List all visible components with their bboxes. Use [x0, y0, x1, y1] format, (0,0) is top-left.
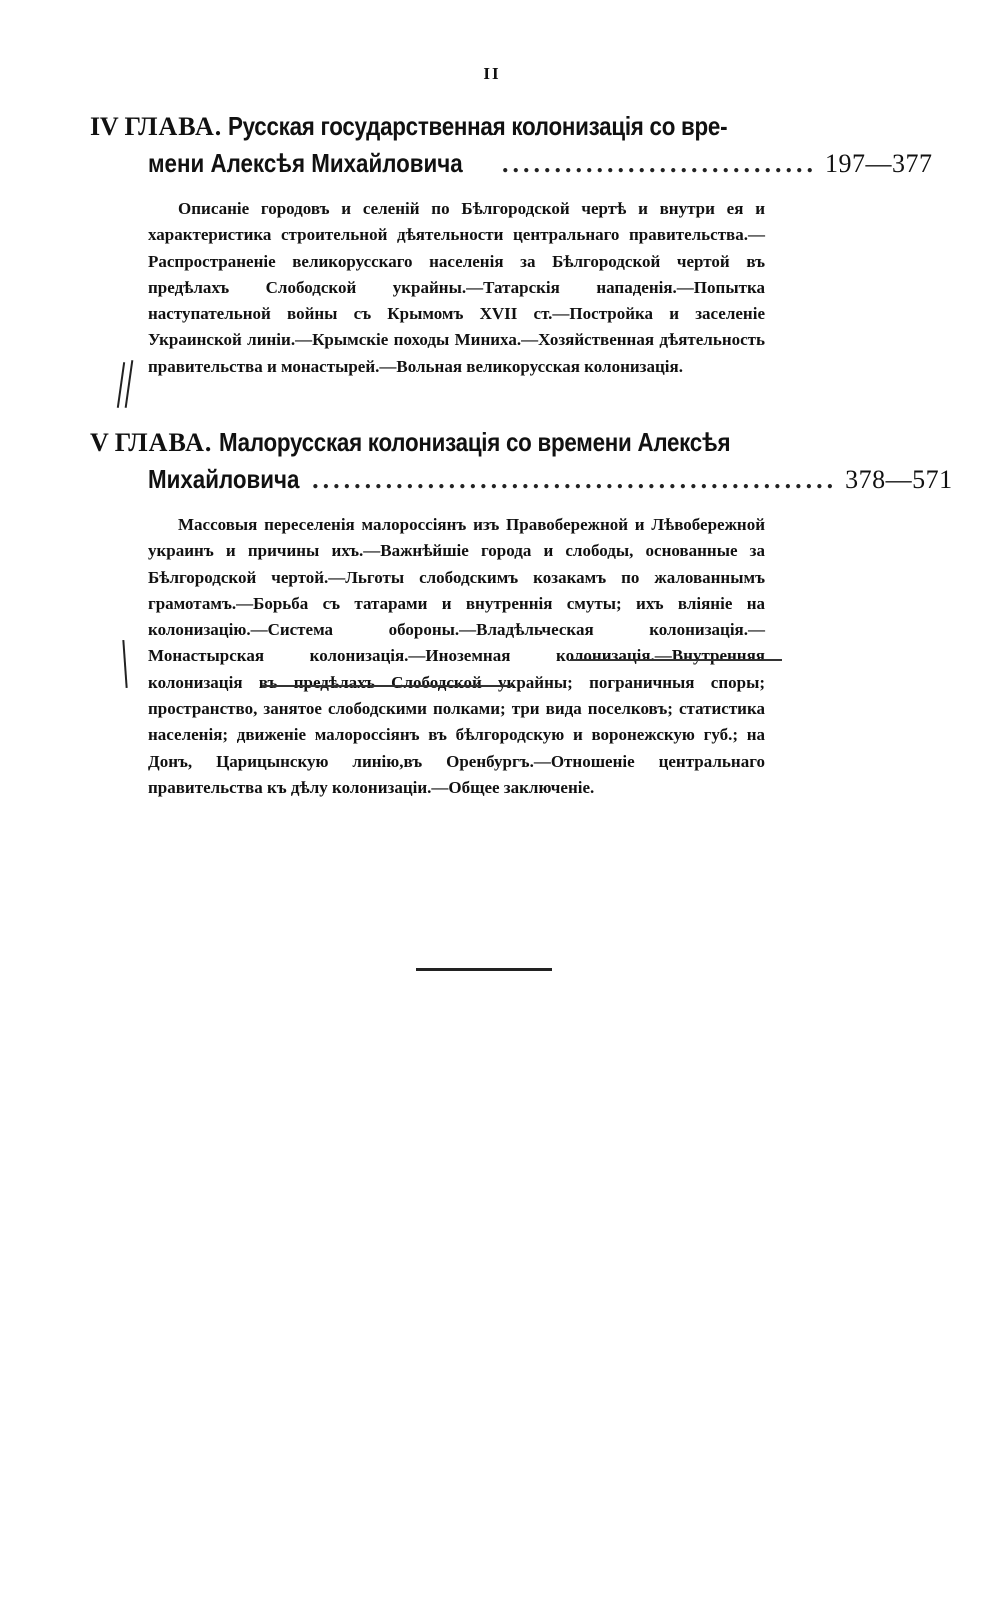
closing-rule: [416, 968, 552, 971]
chapter-v: [90, 424, 953, 801]
page-range: 378—571: [845, 465, 953, 494]
chapter-summary: [148, 512, 765, 801]
leader-dots: ..............................: [501, 149, 817, 178]
chapter-title-line2: Михайловича: [148, 464, 300, 494]
chapter-number: V: [90, 428, 109, 457]
chapter-title-line2: мени Алексѣя Михайловича: [148, 148, 463, 178]
chapter-iv: [90, 108, 933, 380]
chapter-heading: [90, 108, 933, 182]
chapter-summary-text: Массовыя переселенія малороссіянъ изъ Правобережной и Лѣвобережной украинъ и причины ихъ.—Важнѣйшіе города и слободы, основанные за Бѣлгородской чертой.—Льготы слободскимъ козакамъ по жалованнымъ грамотамъ.—Борьба съ татарами и внутреннія смуты; ихъ вліяніе на колонизацію.—Система обороны.—Владѣльческая колонизація.—Монастырская колонизація.—Иноземная колонизація.—Внутренняя колонизація въ предѣлахъ Слободской украйны; пограничныя споры; пространство, занятое слободскими полками; три вида поселковъ; статистика населенія; движеніе малороссіянъ въ бѣлгородскую и воронежскую губ.; на Донъ, Царицынскую линію,въ Оренбургъ.—Отношеніе центральнаго правительства къ дѣлу колонизаціи.—Общее заключеніе.: [148, 515, 765, 797]
chapter-summary-text: Описаніе городовъ и селеній по Бѣлгородской чертѣ и внутри ея и характеристика строительной дѣятельности центральнаго правительства.—Распространеніе великорусскаго населенія за Бѣлгородской чертой въ предѣлахъ Слободской украйны.—Татарскія нападенія.—Попытка наступательной войны съ Крымомъ XVII ст.—Постройка и заселеніе Украинской линіи.—Крымскіе походы Миниха.—Хозяйственная дѣятельность правительства и монастырей.—Вольная великорусская колонизація.: [148, 199, 765, 376]
chapter-heading-line1: [90, 108, 890, 145]
leader-dots: ..................................................: [312, 465, 838, 494]
chapter-heading-line2: [90, 145, 933, 182]
pencil-underline: [570, 659, 782, 661]
chapter-heading-line1: [90, 424, 890, 461]
chapter-word: ГЛАВА.: [124, 112, 223, 141]
pencil-underline: [262, 685, 512, 687]
chapter-summary: [148, 196, 765, 380]
chapter-heading: [90, 424, 953, 498]
page-range: 197—377: [824, 149, 933, 178]
chapter-title-line1: Русская государственная колонизація со вре-: [228, 111, 728, 141]
chapter-title-line1: Малорусская колонизація со времени Алексѣя: [218, 427, 730, 457]
chapter-number: IV: [90, 112, 119, 141]
chapter-heading-line2: [90, 461, 953, 498]
page-number: II: [483, 64, 501, 83]
chapter-word: ГЛАВА.: [114, 428, 213, 457]
